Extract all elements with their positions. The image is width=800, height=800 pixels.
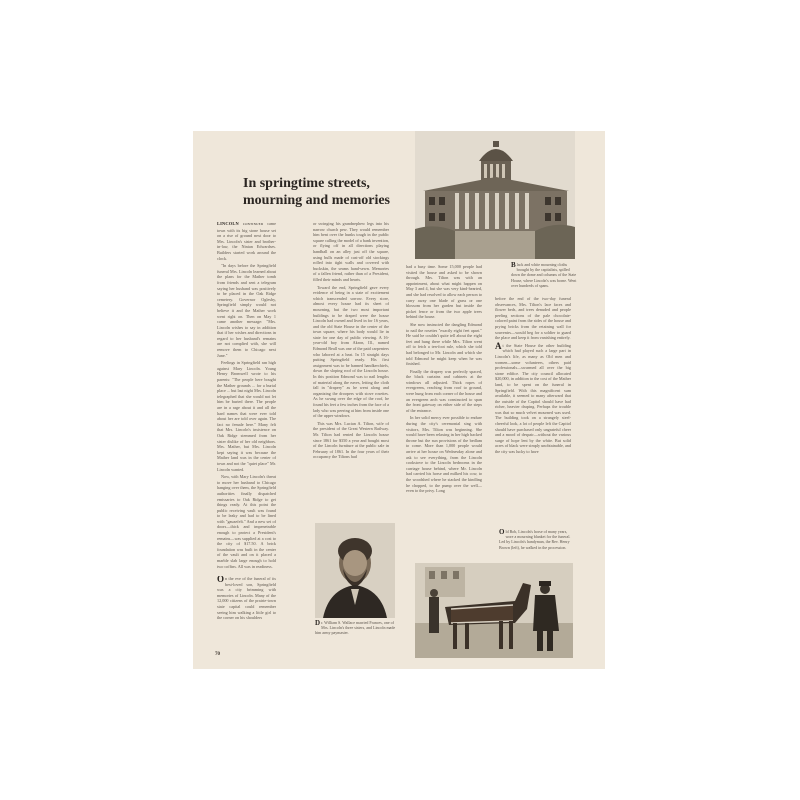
text-column-1-lower [217, 576, 276, 656]
portrait-photo-william-wallace [315, 523, 395, 618]
column-paragraph: Now, with Mary Lincoln's threat to move her husband to Chicago hanging over them, the Springfield authorities finally dispatched emissaries to Oak Ridge to get things ready. At this point the public receiving vault was found to be leaky and had to be lined with "gauzefelt." And a new set of doors—thick and impenetrable enough to protect a President's remains—was supplied at a cost to the city of $17.50. A brick foundation was built in the center of the vault and on it placed a marble slab large enough to hold two coffins. All was in readiness. [217, 474, 276, 569]
text-column-4 [495, 296, 571, 558]
column-paragraph: This was Mrs. Lucian A. Tilton, wife of the president of the Great Western Railway. Mr. Tilton had rented the Lincoln house since 1861 for $350 a year and bought most of the Lincoln furniture at the public sale in February of 1861. In the four years of their occupancy the Tiltons had [313, 420, 389, 460]
text-column-2 [313, 221, 389, 518]
caption-text: lack and white mourning cloths brought by the capitalists, spilled down the dome and columns of the State House, where Lincoln's was borne. Went over hundreds of spans. [511, 262, 577, 288]
magazine-page [193, 131, 605, 669]
state-house-illustration [415, 131, 575, 259]
column-paragraph: She now instructed the dangling Edmond to nail the rosettes "exactly eight feet apart." He said he couldn't quite tell about the eight feet and hung there while Mrs. Tilton went off to fetch a ten-foot rule, which she told had belonged to Mr. Lincoln and which she told Edmond he might keep when he was finished. [406, 321, 482, 367]
caption-drop-cap: B [511, 262, 516, 269]
column-paragraph: Finally the drapery was perfectly spaced, the black curtains and cabinets at the windows all adjusted. Thick ropes of evergreens, reaching from roof to ground, were hung from each corner of the house and an evergreen arch was constructed to span the front gateway on either side of the steps of the entrance. [406, 368, 482, 413]
horse-caption [499, 529, 573, 559]
portrait-caption [315, 620, 397, 650]
paragraph-text: t the State House the other building which had played such a large part in Lincoln's life, as many as Old men and women—some volunteers, others paid professionals—swarmed all over the big stone edifice. The city council allocated $20,000, in addition to the cost of the Mather land, to be spent on the funeral in Springfield. With this magnificent sum available, it seemed to many afterward that the outside of the Capitol should have had richer, heavier draping. Perhaps the trouble was that so much velvet mourned was used. The building took on a strangely steel-cheerful look, a lot of people left the Capitol should have purchased only ungrateful cheer and a mood of despair—without the various surge of hope lent by the white. But solid acres of black were simply unobtainable, and the city was lucky to have [495, 342, 571, 455]
drop-cap: O [217, 576, 225, 584]
caption-text: r. William S. Wallace married Frances, one of Mrs. Lincoln's three sisters, and Lincoln made him army paymaster. [315, 620, 396, 636]
column-paragraph: In her solid mercy ever possible to endure during the city's ceremonial sing with visitors, Mrs. Tilton was beginning. She would have been relaxing in her high backed throne but the sun provisions of the bedlam to come. More than 1,000 people would arrive at her house on Wednesday alone and ask to see everything, from the Lincoln cookstove to the Lincoln bedrooms in the carriage house behind, where Mr. Lincoln had carried his horse and milked his cow, to the woodshed where he stacked the kindling he chopped, to the pump over the well—even to the privy. Long [406, 415, 482, 494]
text-column-1 [217, 221, 276, 570]
caption-drop-cap: D [315, 620, 321, 627]
column-paragraph [217, 576, 276, 621]
section-kicker-suffix: CONTINUED [242, 222, 264, 226]
old-bob-horse-photo [415, 563, 573, 658]
column-paragraph [217, 221, 276, 261]
caption-text: ld Bob, Lincoln's horse of many years, wore a mourning blanket for the funeral. Led by Lincoln's handyman, the Rev. Henry Brown (left), he walked in the procession. [499, 529, 571, 550]
horse-illustration [415, 563, 573, 658]
paragraph-text: n the eve of the funeral of its best-loved son, Springfield was a city brimming with memories of Lincoln. Many of the 12,000 citizens of the prairie-town state capital could remember seeing him walking a little girl to the corner on his shoulders [217, 576, 276, 621]
state-house-photo [415, 131, 575, 259]
text-column-3 [406, 264, 482, 558]
drop-cap: A [495, 340, 502, 351]
section-kicker: LINCOLN [217, 221, 239, 226]
column-paragraph [495, 340, 571, 455]
column-paragraph: had a busy time. Some 15,000 people had visited the house and asked to be shown through. Mrs. Tilton was with an appointment, about what might happen on May 3 and 4, but she was very kind-hearted, and she had resolved to allow each person to carry away one blade of grass or one blossom from her garden but inside the picket fence or from the two apple trees behind the house. [406, 264, 482, 320]
column-paragraph: Toward the end, Springfield gave every evidence of being in a state of excitement which transcended sorrow. Every store, almost every house had its sheet of mourning, but the two most important buildings to be draped were the house Lincoln had owned and lived in for 16 years, and the old State House in the center of the town square, where his body would lie in state for one day of public viewing. A 16-year-old boy from Akron, Ill., named Edmond Beall was one of the paid carpenters who labored at a heat. In 15 straight days putting Springfield ready. His first assignment was to be banned handkerchiefs, down the sloping roof of the Lincoln house. In this position Edmond was to nail lengths of material along the eaves, letting the cloth fall in "drapery" as he went along and organizing the droopers with stove rosettes. As he swung over the edge of the roof, he found his feet a few inches from the face of a lady who was peering at him from inside one of the upper windows. [313, 284, 389, 419]
column-paragraph: "In days before the Springfield funeral Mrs. Lincoln learned about the plans for the Mather tomb from friends and sent a telegram saying her husband was positively to be placed in the Oak Ridge cemetery. Governor Oglesby, Springfield simply would not believe it and the Mather work went right on. Then on May 1 came another message: "Mrs. Lincoln wishes to say in addition that if her wishes and directions in regard to her husband's remains are not complied with, she will remove them to Chicago next June." [217, 263, 276, 358]
column-paragraph: Feelings in Springfield ran high against Mary Lincoln. Young Henry Bromwell wrote to his parents: "The people here bought the Mather grounds ... for a burial place ... but last night Mrs. Lincoln telegraphed that she would not let him be buried there. The people are in a rage about it and all the hard names that were ever told about her are told over again. The fact no female here." Many felt that Mrs. Lincoln's insistence on Oak Ridge stemmed from her sister dislike of her old neighbors. Mrs. Mather, but Mrs. Lincoln kept saying it was because the Mather land was in the center of town and not the "quiet place" Mr. Lincoln wanted. [217, 360, 276, 472]
portrait-illustration [315, 523, 395, 618]
state-house-caption [511, 262, 577, 296]
paragraph-text: came town with its big stone house set on a rise of ground next door to Mrs. Lincoln's sister and brother-in-law, the Ninian Edwardses. Builders started work around the clock. [217, 221, 276, 261]
headline: In springtime streets, mourning and memories [243, 176, 390, 208]
caption-drop-cap: O [499, 529, 505, 536]
page-number: 70 [215, 652, 220, 657]
column-paragraph: before the end of the two-day funeral observances, Mrs. Tilton's lace faces and flower beds, and trees denuded and people peeling sections of the pale chocolate-colored paint from the sides of the house and prying bricks from the retaining wall for souvenirs—would beg for a soldier to guard the place and keep it from vanishing entirely. [495, 296, 571, 341]
column-paragraph: or swinging his grandnephew legs into his narrow church pew. They would remember him bent over the hunks tough in the public square calling the model of a bank invention, or flying off in all directions playing handball on an alley just off the square, using bulls made of cast-off old stockings rolled into tight walls and covered with buckskin, the seams hand-sewn. Memories of a fallen friend, rather than of a President, filled their minds and hearts. [313, 221, 389, 282]
